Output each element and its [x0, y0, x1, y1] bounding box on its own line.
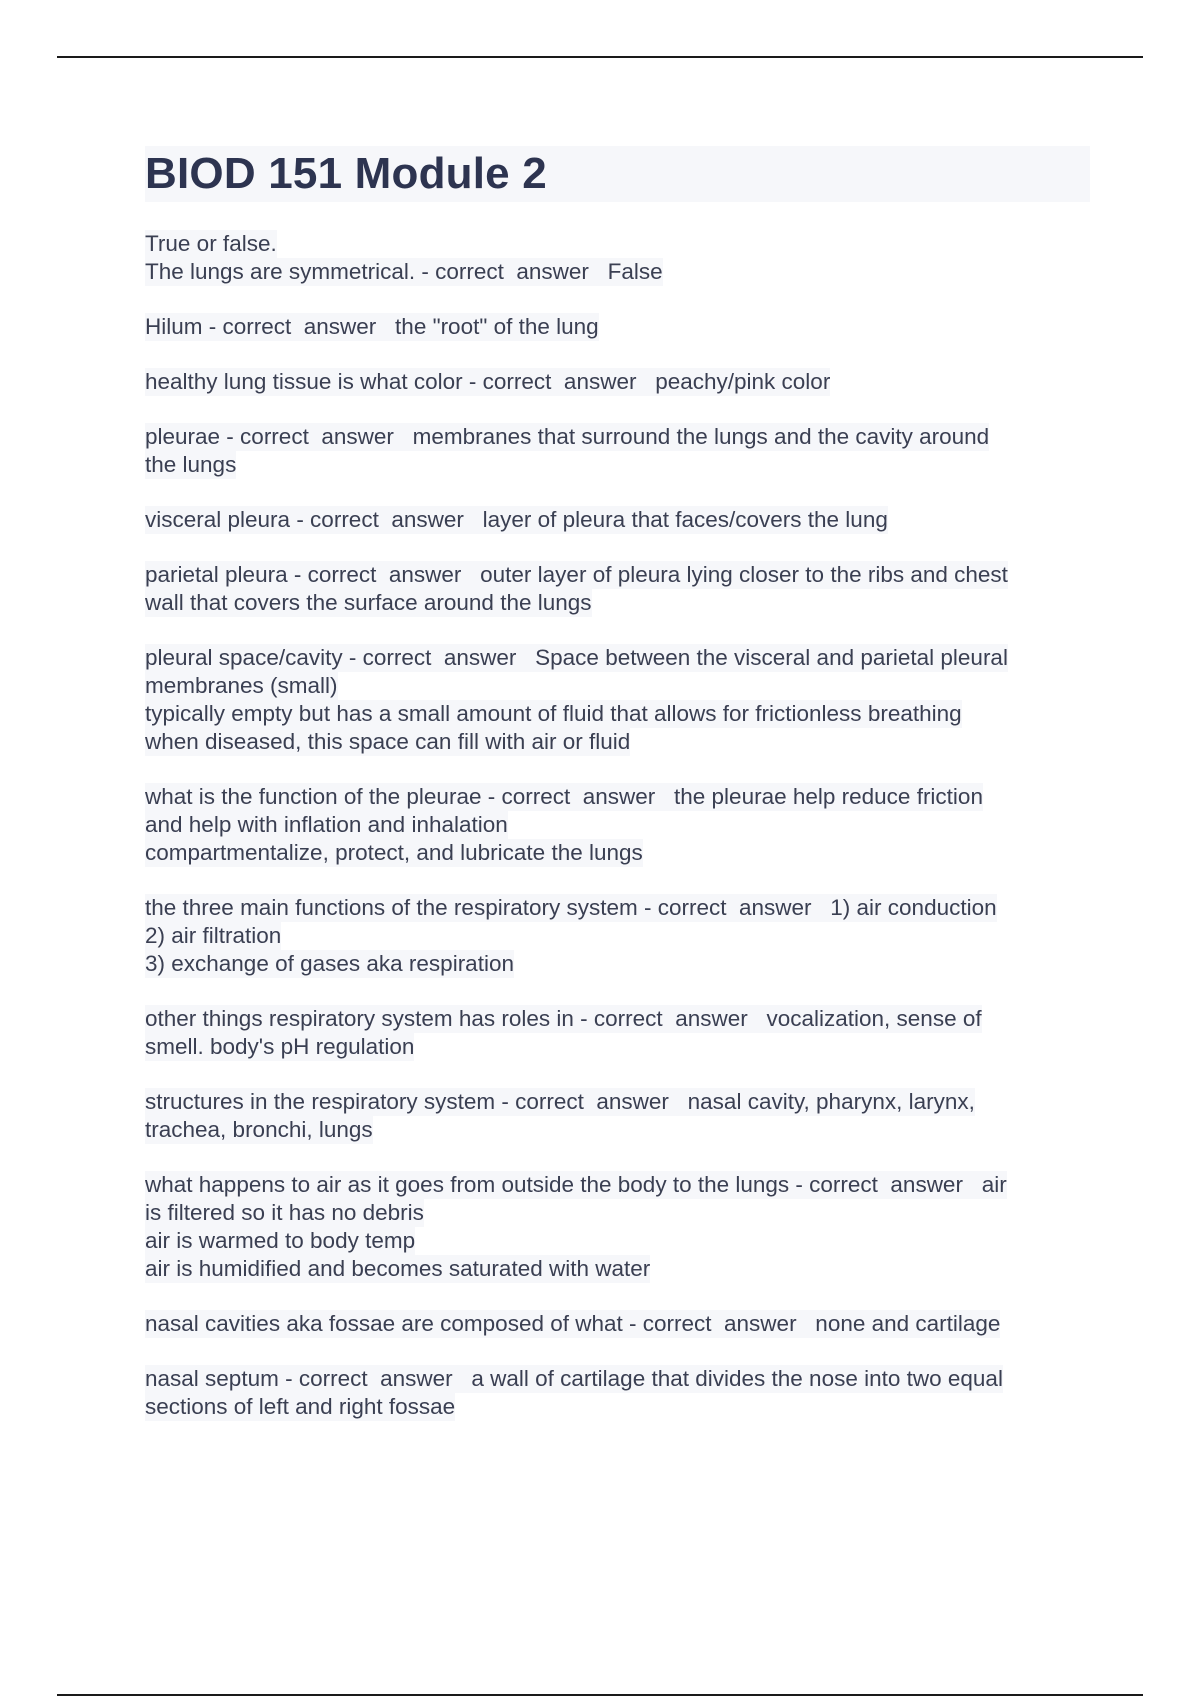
- qa-line: and help with inflation and inhalation: [145, 812, 508, 837]
- page-title: BIOD 151 Module 2: [145, 149, 547, 198]
- qa-entry: [145, 1310, 1090, 1338]
- qa-entry: [145, 230, 1090, 286]
- qa-line: healthy lung tissue is what color - correct answer peachy/pink color: [145, 369, 831, 394]
- bottom-rule: [57, 1694, 1143, 1696]
- qa-entry: [145, 644, 1090, 756]
- qa-line: smell. body's pH regulation: [145, 1034, 415, 1059]
- title-box: [145, 146, 1090, 202]
- qa-line: Hilum - correct answer the "root" of the lung: [145, 314, 599, 339]
- qa-line: compartmentalize, protect, and lubricate the lungs: [145, 840, 643, 865]
- qa-line: membranes (small): [145, 673, 338, 698]
- qa-line: other things respiratory system has roles in - correct answer vocalization, sense of: [145, 1006, 982, 1031]
- qa-entry: [145, 313, 1090, 341]
- qa-line: parietal pleura - correct answer outer layer of pleura lying closer to the ribs and chest: [145, 562, 1008, 587]
- qa-line: sections of left and right fossae: [145, 1394, 456, 1419]
- qa-entry: [145, 506, 1090, 534]
- qa-entry: [145, 1088, 1090, 1144]
- qa-entry: [145, 783, 1090, 867]
- qa-list: [145, 230, 1090, 1421]
- qa-entry: [145, 1005, 1090, 1061]
- qa-line: what is the function of the pleurae - correct answer the pleurae help reduce friction: [145, 784, 983, 809]
- document-body: [145, 146, 1090, 1448]
- qa-line: typically empty but has a small amount of fluid that allows for frictionless breathing: [145, 701, 962, 726]
- qa-line: pleural space/cavity - correct answer Space between the visceral and parietal pleural: [145, 645, 1008, 670]
- qa-line: the three main functions of the respiratory system - correct answer 1) air conduction: [145, 895, 997, 920]
- qa-entry: [145, 368, 1090, 396]
- qa-line: air is humidified and becomes saturated with water: [145, 1256, 651, 1281]
- qa-entry: [145, 1171, 1090, 1283]
- qa-line: 3) exchange of gases aka respiration: [145, 951, 514, 976]
- qa-line: wall that covers the surface around the lungs: [145, 590, 592, 615]
- qa-entry: [145, 1365, 1090, 1421]
- qa-line: visceral pleura - correct answer layer of pleura that faces/covers the lung: [145, 507, 888, 532]
- qa-line: nasal septum - correct answer a wall of cartilage that divides the nose into two equal: [145, 1366, 1003, 1391]
- qa-line: structures in the respiratory system - correct answer nasal cavity, pharynx, larynx,: [145, 1089, 975, 1114]
- qa-entry: [145, 561, 1090, 617]
- qa-entry: [145, 894, 1090, 978]
- qa-line: what happens to air as it goes from outside the body to the lungs - correct answer air: [145, 1172, 1007, 1197]
- qa-line: trachea, bronchi, lungs: [145, 1117, 373, 1142]
- qa-entry: [145, 423, 1090, 479]
- qa-line: air is warmed to body temp: [145, 1228, 416, 1253]
- qa-line: the lungs: [145, 452, 237, 477]
- qa-line: pleurae - correct answer membranes that surround the lungs and the cavity around: [145, 424, 990, 449]
- qa-line: nasal cavities aka fossae are composed of what - correct answer none and cartilage: [145, 1311, 1001, 1336]
- qa-line: True or false.: [145, 231, 277, 256]
- qa-line: 2) air filtration: [145, 923, 282, 948]
- top-rule: [57, 56, 1143, 58]
- qa-line: is filtered so it has no debris: [145, 1200, 424, 1225]
- qa-line: when diseased, this space can fill with air or fluid: [145, 729, 631, 754]
- qa-line: The lungs are symmetrical. - correct answer False: [145, 259, 663, 284]
